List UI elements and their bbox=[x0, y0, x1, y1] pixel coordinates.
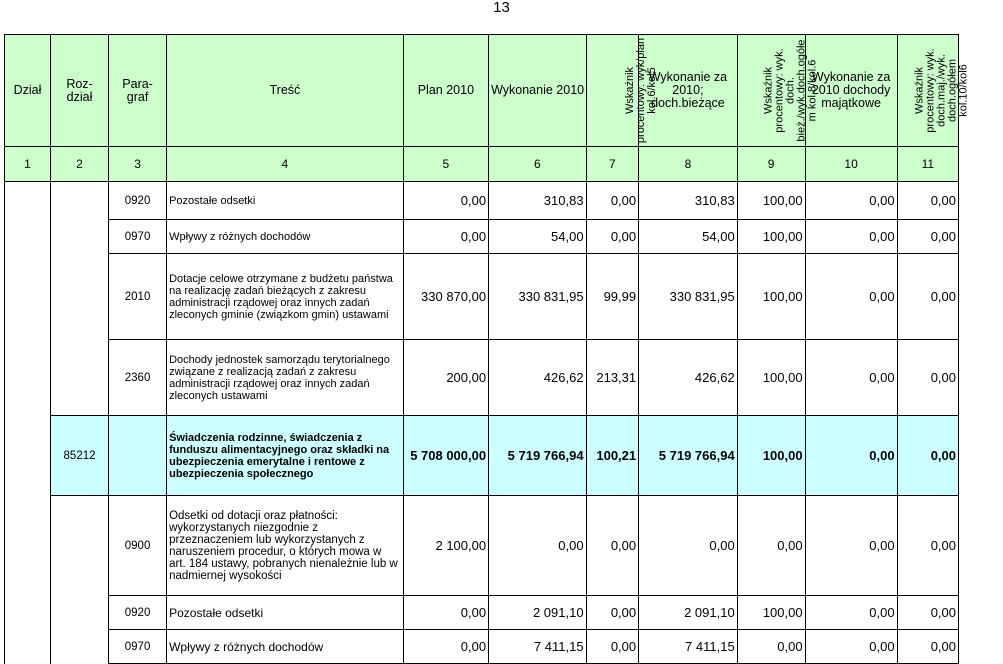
cell-wskaznik-1: 0,00 bbox=[586, 182, 639, 220]
table-row-section bbox=[5, 416, 959, 496]
cell-wskaznik-2: 0,00 bbox=[737, 630, 805, 664]
header-wskaznik-1 bbox=[586, 35, 658, 147]
table-row bbox=[5, 182, 959, 220]
cell-plan: 330 870,00 bbox=[403, 254, 488, 340]
cell-rozdzial bbox=[51, 340, 109, 416]
cell-biezace: 426,62 bbox=[639, 340, 738, 416]
cell-paragraf bbox=[109, 416, 167, 496]
cell-wskaznik-1: 100,21 bbox=[586, 416, 639, 496]
cell-majatkowe: 0,00 bbox=[805, 416, 897, 496]
cell-plan: 0,00 bbox=[403, 220, 488, 254]
cell-plan: 0,00 bbox=[403, 630, 488, 664]
cell-biezace: 330 831,95 bbox=[639, 254, 738, 340]
cell-tresc: Wpływy z różnych dochodów bbox=[167, 630, 404, 664]
cell-rozdzial bbox=[51, 220, 109, 254]
column-number: 1 bbox=[5, 147, 51, 182]
cell-biezace: 2 091,10 bbox=[639, 596, 738, 630]
cell-wskaznik-2: 100,00 bbox=[737, 182, 805, 220]
cell-plan: 5 708 000,00 bbox=[403, 416, 488, 496]
cell-plan: 200,00 bbox=[403, 340, 488, 416]
header-wykonanie: Wykonanie 2010 bbox=[489, 35, 586, 147]
cell-biezace: 54,00 bbox=[639, 220, 738, 254]
cell-majatkowe: 0,00 bbox=[805, 254, 897, 340]
cell-dzial bbox=[5, 340, 51, 416]
cell-dzial bbox=[5, 596, 51, 630]
header-wskaznik-1-text: Wskaźnik procentowy: wyk/plan kol.6/kol5 bbox=[623, 37, 658, 144]
cell-wskaznik-2: 100,00 bbox=[737, 220, 805, 254]
column-number: 2 bbox=[51, 147, 109, 182]
cell-wskaznik-2: 100,00 bbox=[737, 416, 805, 496]
table-row bbox=[5, 254, 959, 340]
cell-wskaznik-2: 0,00 bbox=[737, 496, 805, 596]
column-number: 8 bbox=[639, 147, 738, 182]
cell-wskaznik-3: 0,00 bbox=[897, 340, 958, 416]
cell-wykonanie: 7 411,15 bbox=[489, 630, 586, 664]
header-plan: Plan 2010 bbox=[403, 35, 488, 147]
cell-wskaznik-3: 0,00 bbox=[897, 596, 958, 630]
cell-wskaznik-1: 213,31 bbox=[586, 340, 639, 416]
cell-dzial bbox=[5, 496, 51, 596]
cell-dzial bbox=[5, 416, 51, 496]
page-number: 13 bbox=[493, 0, 510, 16]
header-paragraf: Para- graf bbox=[109, 35, 167, 147]
cell-wskaznik-3: 0,00 bbox=[897, 416, 958, 496]
cell-dzial bbox=[5, 630, 51, 664]
column-number: 4 bbox=[167, 147, 404, 182]
cell-wskaznik-1: 0,00 bbox=[586, 630, 639, 664]
cell-rozdzial bbox=[51, 182, 109, 220]
cell-rozdzial bbox=[51, 254, 109, 340]
cell-wykonanie: 330 831,95 bbox=[489, 254, 586, 340]
cell-wykonanie: 5 719 766,94 bbox=[489, 416, 586, 496]
cell-rozdzial: 85212 bbox=[51, 416, 109, 496]
cell-biezace: 5 719 766,94 bbox=[639, 416, 738, 496]
cell-wskaznik-3: 0,00 bbox=[897, 630, 958, 664]
cell-majatkowe: 0,00 bbox=[805, 496, 897, 596]
cell-rozdzial bbox=[51, 630, 109, 664]
cell-wskaznik-3: 0,00 bbox=[897, 182, 958, 220]
cell-majatkowe: 0,00 bbox=[805, 220, 897, 254]
cell-paragraf: 2010 bbox=[109, 254, 167, 340]
cell-rozdzial bbox=[51, 496, 109, 596]
column-number-row bbox=[5, 147, 959, 182]
header-wskaznik-3 bbox=[897, 35, 970, 147]
cell-plan: 0,00 bbox=[403, 596, 488, 630]
cell-biezace: 7 411,15 bbox=[639, 630, 738, 664]
cell-tresc: Świadczenia rodzinne, świadczenia z funduszu alimentacyjnego oraz składki na ubezpieczenia emerytalne i rentowe z ubezpieczenia społecznego bbox=[167, 416, 404, 496]
column-number: 11 bbox=[897, 147, 958, 182]
column-number: 5 bbox=[403, 147, 488, 182]
cell-tresc: Odsetki od dotacji oraz płatności: wykorzystanych niezgodnie z przeznaczeniem lub wykorzystanych z naruszeniem procedur, o których mowa w art. 184 ustawy, pobranych nienależnie lub w nadmiernej wysokości bbox=[167, 496, 404, 596]
header-dzial: Dział bbox=[5, 35, 51, 147]
cell-wskaznik-2: 100,00 bbox=[737, 596, 805, 630]
table-row bbox=[5, 496, 959, 596]
cell-wykonanie: 426,62 bbox=[489, 340, 586, 416]
cell-biezace: 310,83 bbox=[639, 182, 738, 220]
column-number: 6 bbox=[489, 147, 586, 182]
cell-majatkowe: 0,00 bbox=[805, 596, 897, 630]
header-wskaznik-3-text: Wskaźnik procentowy: wyk. doch.maj./wyk. doch.ogółem kol.10/kol6 bbox=[913, 48, 970, 133]
cell-wykonanie: 310,83 bbox=[489, 182, 586, 220]
cell-majatkowe: 0,00 bbox=[805, 630, 897, 664]
cell-rozdzial bbox=[51, 596, 109, 630]
column-number: 7 bbox=[586, 147, 639, 182]
column-number: 3 bbox=[109, 147, 167, 182]
cell-wskaznik-3: 0,00 bbox=[897, 496, 958, 596]
column-number: 10 bbox=[805, 147, 897, 182]
cell-wykonanie: 2 091,10 bbox=[489, 596, 586, 630]
header-wykonanie-biezace: Wykonanie za 2010; doch.bieżące bbox=[639, 35, 738, 147]
cell-plan: 0,00 bbox=[403, 182, 488, 220]
header-rozdzial: Roz- dział bbox=[51, 35, 109, 147]
cell-wskaznik-2: 100,00 bbox=[737, 254, 805, 340]
cell-tresc: Pozostałe odsetki bbox=[167, 182, 404, 220]
header-wskaznik-2-text: Wskaźnik procentowy: wyk. doch. bież./wyk.doch.ogółe m kol.8/kol.6 bbox=[762, 39, 819, 142]
cell-dzial bbox=[5, 254, 51, 340]
table-row bbox=[5, 340, 959, 416]
header-row bbox=[5, 35, 959, 147]
cell-paragraf: 0970 bbox=[109, 630, 167, 664]
cell-tresc: Dochody jednostek samorządu terytorialnego związane z realizacją zadań z zakresu administracji rządowej oraz innych zadań zleconych ustawami bbox=[167, 340, 404, 416]
column-number: 9 bbox=[737, 147, 805, 182]
cell-paragraf: 0970 bbox=[109, 220, 167, 254]
table-row bbox=[5, 220, 959, 254]
cell-paragraf: 0920 bbox=[109, 182, 167, 220]
cell-wskaznik-3: 0,00 bbox=[897, 220, 958, 254]
cell-wskaznik-1: 99,99 bbox=[586, 254, 639, 340]
table-row bbox=[5, 630, 959, 664]
cell-majatkowe: 0,00 bbox=[805, 182, 897, 220]
cell-biezace: 0,00 bbox=[639, 496, 738, 596]
cell-plan: 2 100,00 bbox=[403, 496, 488, 596]
cell-dzial bbox=[5, 220, 51, 254]
cell-tresc: Dotacje celowe otrzymane z budżetu państwa na realizację zadań bieżących z zakresu administracji rządowej oraz innych zadań zleconych gminie (związkom gmin) ustawami bbox=[167, 254, 404, 340]
cell-wskaznik-1: 0,00 bbox=[586, 596, 639, 630]
cell-paragraf: 2360 bbox=[109, 340, 167, 416]
budget-table bbox=[4, 34, 970, 664]
table-row bbox=[5, 596, 959, 630]
cell-tresc: Wpływy z różnych dochodów bbox=[167, 220, 404, 254]
cell-wskaznik-1: 0,00 bbox=[586, 220, 639, 254]
cell-dzial bbox=[5, 182, 51, 220]
header-tresc: Treść bbox=[167, 35, 404, 147]
header-wykonanie-majatkowe: Wykonanie za 2010 dochody majątkowe bbox=[805, 35, 897, 147]
cell-wykonanie: 54,00 bbox=[489, 220, 586, 254]
cell-wskaznik-3: 0,00 bbox=[897, 254, 958, 340]
cell-wykonanie: 0,00 bbox=[489, 496, 586, 596]
cell-wskaznik-2: 100,00 bbox=[737, 340, 805, 416]
cell-wskaznik-1: 0,00 bbox=[586, 496, 639, 596]
header-wskaznik-2 bbox=[737, 35, 819, 147]
cell-paragraf: 0900 bbox=[109, 496, 167, 596]
cell-majatkowe: 0,00 bbox=[805, 340, 897, 416]
cell-tresc: Pozostałe odsetki bbox=[167, 596, 404, 630]
cell-paragraf: 0920 bbox=[109, 596, 167, 630]
